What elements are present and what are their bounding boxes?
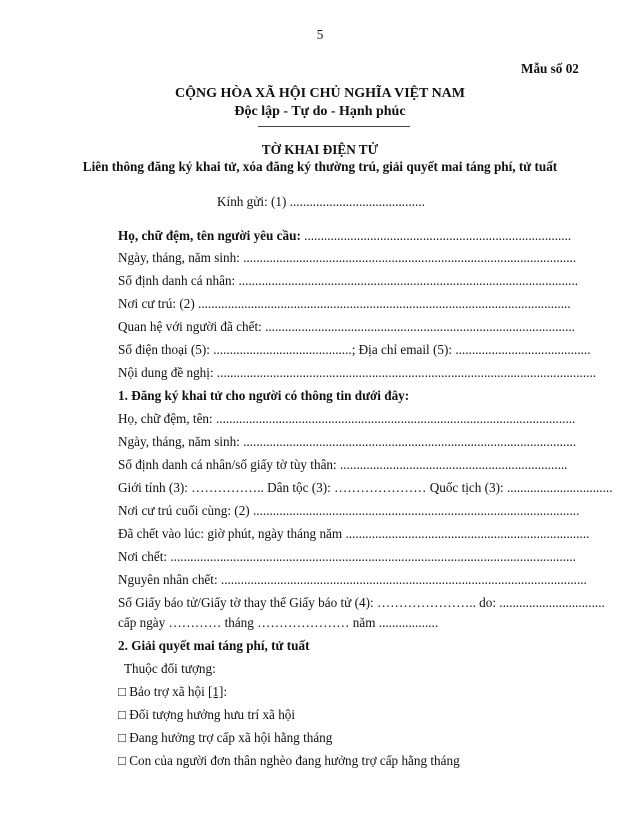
page-number: 5 — [316, 27, 324, 42]
requester-name-dots: ................................................................................. — [304, 228, 572, 243]
option-label: Đối tượng hưởng hưu trí xã hội — [129, 707, 296, 722]
requester-name-row[interactable] — [118, 228, 571, 244]
option-single-parent-child[interactable] — [118, 753, 460, 769]
subject-label: Thuộc đối tượng: — [124, 661, 216, 676]
requester-id-field[interactable]: Số định danh cá nhân: ....................................................................................................... — [118, 273, 579, 288]
last-residence-field[interactable]: Nơi cư trú cuối cùng: (2) ................................................................................................... — [118, 503, 580, 518]
footnote-ref[interactable]: [1] — [208, 684, 224, 699]
motto-underline — [258, 126, 410, 127]
checkbox-icon[interactable]: □ — [118, 753, 126, 768]
deceased-birthdate-field[interactable]: Ngày, tháng, năm sinh: ..................................................................................................... — [118, 434, 577, 449]
option-label: Con của người đơn thân nghèo đang hưởng trợ cấp hằng tháng — [129, 753, 460, 768]
death-notice-field[interactable]: Số Giấy báo tử/Giấy tờ thay thế Giấy báo tử (4): ………………….. do: ................................ — [118, 595, 605, 610]
deceased-name-field[interactable]: Họ, chữ đệm, tên: ............................................................................................................. — [118, 411, 576, 426]
motto: Độc lập - Tự do - Hạnh phúc — [234, 104, 406, 119]
requester-birthdate-field[interactable]: Ngày, tháng, năm sinh: ..................................................................................................... — [118, 250, 577, 265]
death-cause-field[interactable]: Nguyên nhân chết: ............................................................................................................... — [118, 572, 587, 587]
form-code: Mẫu số 02 — [521, 61, 579, 76]
checkbox-icon[interactable]: □ — [118, 684, 126, 699]
deceased-gender-ethnicity-nationality-field[interactable]: Giới tính (3): …………….. Dân tộc (3): ………………… Quốc tịch (3): ................................ — [118, 480, 613, 495]
requester-name-label: Họ, chữ đệm, tên người yêu cầu: — [118, 228, 305, 243]
death-place-field[interactable]: Nơi chết: ........................................................................................................................... — [118, 549, 576, 564]
checkbox-icon[interactable]: □ — [118, 730, 126, 745]
form-subtitle: Liên thông đăng ký khai tử, xóa đăng ký thường trú, giải quyết mai táng phí, tử tuất — [82, 159, 558, 174]
option-monthly-allowance[interactable] — [118, 730, 332, 746]
option-label: Bảo trợ xã hội — [129, 684, 209, 699]
death-time-field[interactable]: Đã chết vào lúc: giờ phút, ngày tháng năm .......................................................................... — [118, 526, 590, 541]
requester-relation-field[interactable]: Quan hệ với người đã chết: .............................................................................................. — [118, 319, 575, 334]
option-social-protection[interactable] — [118, 684, 227, 700]
deceased-id-field[interactable]: Số định danh cá nhân/số giấy tờ tùy thân: ..................................................................... — [118, 457, 568, 472]
option-suffix: : — [223, 684, 228, 699]
requester-residence-field[interactable]: Nơi cư trú: (2) ................................................................................................................. — [118, 296, 571, 311]
checkbox-icon[interactable]: □ — [118, 707, 126, 722]
section1-heading: 1. Đăng ký khai tử cho người có thông tin dưới đây: — [118, 388, 410, 403]
option-label: Đang hưởng trợ cấp xã hội hằng tháng — [129, 730, 333, 745]
form-title: TỜ KHAI ĐIỆN TỬ — [261, 142, 379, 157]
requester-contact-field[interactable]: Số điện thoại (5): ..........................................; Địa chỉ email (5): ......................................... — [118, 342, 591, 357]
option-social-pension[interactable] — [118, 707, 295, 723]
section2-heading: 2. Giải quyết mai táng phí, tử tuất — [118, 638, 310, 653]
request-content-field[interactable]: Nội dung đề nghị: ................................................................................................................... — [118, 365, 597, 380]
notice-issue-date-field[interactable]: cấp ngày ………… tháng ………………… năm .................. — [118, 615, 439, 630]
country-heading: CỘNG HÒA XÃ HỘI CHỦ NGHĨA VIỆT NAM — [174, 86, 465, 101]
greeting: Kính gửi: (1) ......................................... — [217, 194, 425, 209]
